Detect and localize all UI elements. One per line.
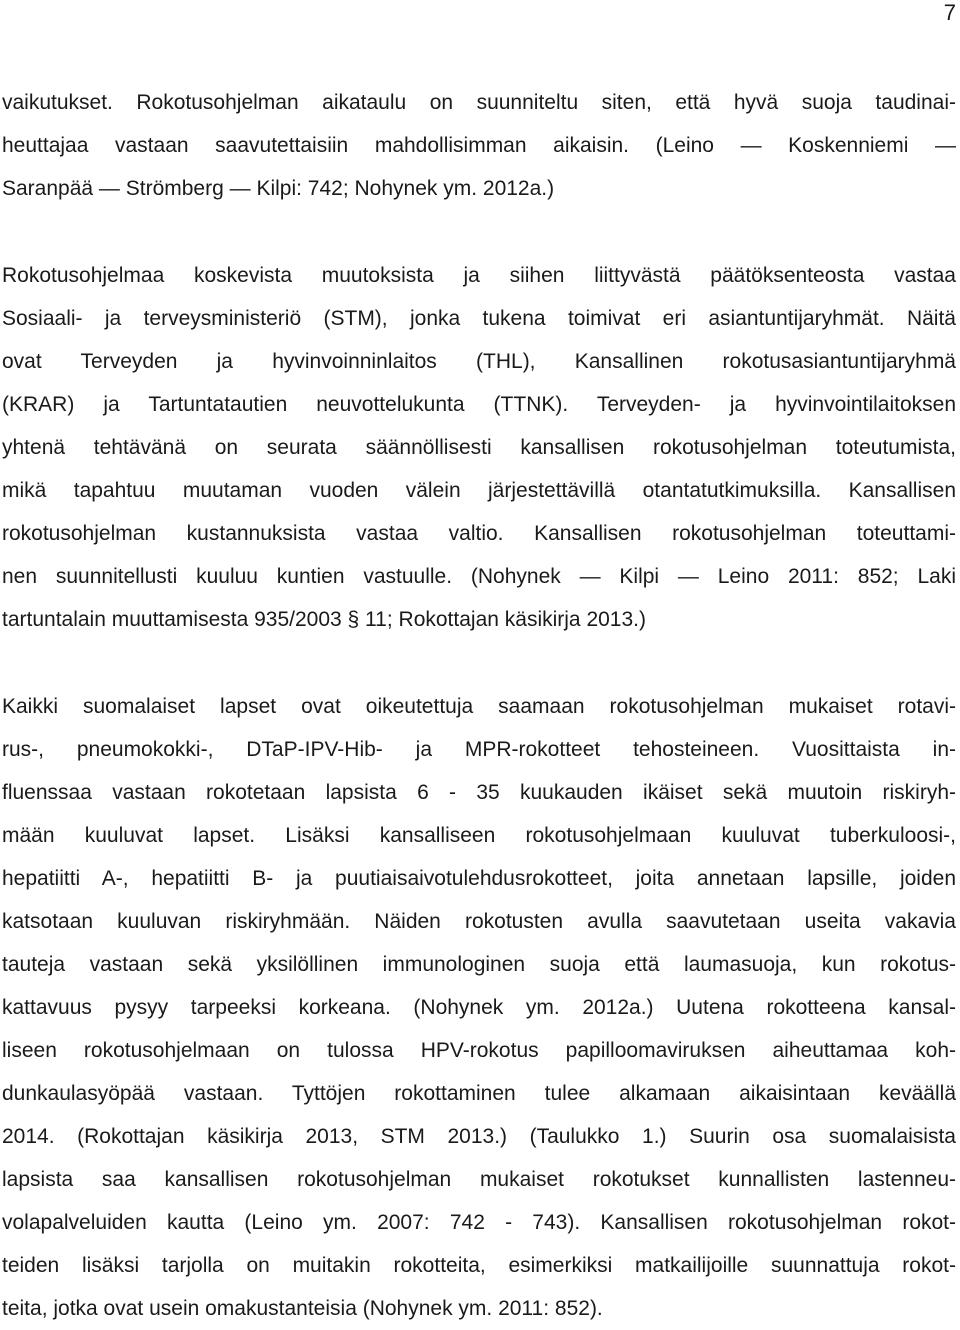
text-line: (KRAR) ja Tartuntatautien neuvottelukunta (TTNK). Terveyden- ja hyvinvointilaitoksen xyxy=(2,393,956,416)
text-line: heuttajaa vastaan saavutettaisiin mahdollisimman aikaisin. (Leino — Koskenniemi — xyxy=(2,134,956,157)
text-line: tartuntalain muuttamisesta 935/2003 § 11; Rokottajan käsikirja 2013.) xyxy=(2,608,646,631)
body-text xyxy=(2,81,956,1330)
text-line: hepatiitti A-, hepatiitti B- ja puutiaisaivotulehdusrokotteet, joita annetaan lapsille, joiden xyxy=(2,867,956,890)
text-line: Kaikki suomalaiset lapset ovat oikeutettuja saamaan rokotusohjelman mukaiset rotavi- xyxy=(2,695,956,718)
text-line: lapsista saa kansallisen rokotusohjelman mukaiset rokotukset kunnallisten lastenneu- xyxy=(2,1168,956,1191)
text-line: teita, jotka ovat usein omakustanteisia (Nohynek ym. 2011: 852). xyxy=(2,1297,603,1320)
text-line: tauteja vastaan sekä yksilöllinen immunologinen suoja että laumasuoja, kun rokotus- xyxy=(2,953,956,976)
text-line: teiden lisäksi tarjolla on muitakin rokotteita, esimerkiksi matkailijoille suunnattuja rokot- xyxy=(2,1254,956,1277)
text-line: kattavuus pysyy tarpeeksi korkeana. (Nohynek ym. 2012a.) Uutena rokotteena kansal- xyxy=(2,996,956,1019)
text-line: fluenssaa vastaan rokotetaan lapsista 6 - 35 kuukauden ikäiset sekä muutoin riskiryh- xyxy=(2,781,956,804)
paragraph-gap xyxy=(2,210,956,254)
paragraph-gap xyxy=(2,641,956,685)
paragraph xyxy=(2,254,956,641)
text-line: volapalveluiden kautta (Leino ym. 2007: 742 - 743). Kansallisen rokotusohjelman rokot- xyxy=(2,1211,956,1234)
text-line: dunkaulasyöpää vastaan. Tyttöjen rokottaminen tulee alkamaan aikaisintaan keväällä xyxy=(2,1082,956,1105)
text-line: katsotaan kuuluvan riskiryhmään. Näiden rokotusten avulla saavutetaan useita vakavia xyxy=(2,910,956,933)
text-line: ovat Terveyden ja hyvinvoinninlaitos (THL), Kansallinen rokotusasiantuntijaryhmä xyxy=(2,350,956,373)
text-line: mikä tapahtuu muutaman vuoden välein järjestettävillä otantatutkimuksilla. Kansallisen xyxy=(2,479,956,502)
paragraph xyxy=(2,685,956,1330)
text-line: vaikutukset. Rokotusohjelman aikataulu on suunniteltu siten, että hyvä suoja taudinai- xyxy=(2,91,956,114)
text-line: Saranpää — Strömberg — Kilpi: 742; Nohynek ym. 2012a.) xyxy=(2,177,555,200)
text-line: mään kuuluvat lapset. Lisäksi kansalliseen rokotusohjelmaan kuuluvat tuberkuloosi-, xyxy=(2,824,956,847)
paragraph xyxy=(2,81,956,210)
page-number: 7 xyxy=(943,0,956,25)
text-line: 2014. (Rokottajan käsikirja 2013, STM 2013.) (Taulukko 1.) Suurin osa suomalaisista xyxy=(2,1125,956,1148)
text-line: liseen rokotusohjelmaan on tulossa HPV-rokotus papilloomaviruksen aiheuttamaa koh- xyxy=(2,1039,956,1062)
text-line: nen suunnitellusti kuuluu kuntien vastuulle. (Nohynek — Kilpi — Leino 2011: 852; Laki xyxy=(2,565,956,588)
text-line: Rokotusohjelmaa koskevista muutoksista ja siihen liittyvästä päätöksenteosta vastaa xyxy=(2,264,956,287)
text-line: rus-, pneumokokki-, DTaP-IPV-Hib- ja MPR-rokotteet tehosteineen. Vuosittaista in- xyxy=(2,738,956,761)
text-line: Sosiaali- ja terveysministeriö (STM), jonka tukena toimivat eri asiantuntijaryhmät. Näitä xyxy=(2,307,956,330)
text-line: rokotusohjelman kustannuksista vastaa valtio. Kansallisen rokotusohjelman toteuttami- xyxy=(2,522,956,545)
text-line: yhtenä tehtävänä on seurata säännöllisesti kansallisen rokotusohjelman toteutumista, xyxy=(2,436,956,459)
